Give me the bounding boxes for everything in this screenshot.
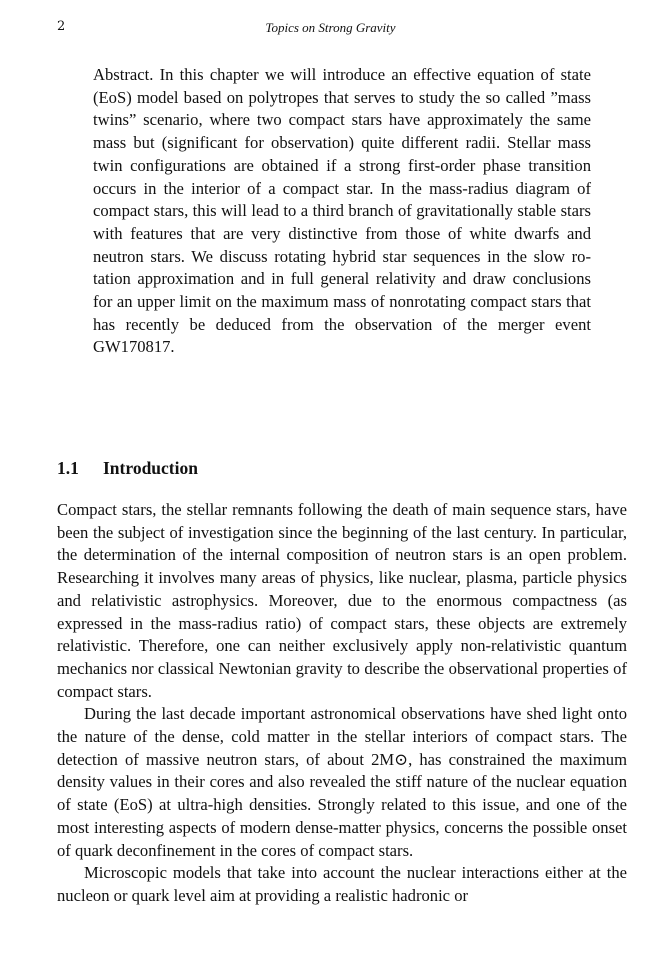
paragraph-1: Compact stars, the stellar remnants following the death of main sequence stars, have been the subject of investigation since the beginning of the last century. In particular, the determination of the internal composition of neutron stars is an open problem. Researching it involves many areas of physics, like nuclear, plasma, particle physics and relativistic astrophysics. Moreover, due to the enormous compactness (as expressed in the mass-radius ratio) of compact stars, these objects are extremely relativistic. Therefore, one can neither exclusively apply non-relativistic quantum mechanics nor classical Newtonian gravity to describe the observational properties of compact stars.: [57, 500, 627, 701]
abstract: Abstract. In this chapter we will introduce an effective equation of state (EoS) model based on polytropes that serves to study the so called ”mass twins” scenario, where two compact stars have approximately the same mass but (significant for observation) quite different radii. Stellar mass twin configurations are obtained if a strong first-order phase transition occurs in the interior of a compact star. In the mass-radius diagram of compact stars, this will lead to a third branch of gravitationally stable stars with features that are very distinctive from those of white dwarfs and neutron stars. We discuss rotating hybrid star sequences in the slow rotation approximation and in full general relativity and draw conclusions for an upper limit on the maximum mass of nonrotating compact stars that has recently be deduced from the observation of the merger event GW170817.: [93, 65, 591, 357]
paragraph-3: Microscopic models that take into account the nuclear interactions either at the nucleon or quark level aim at providing a realistic hadronic or: [57, 863, 627, 905]
section-heading: [57, 458, 198, 479]
body-text: [57, 499, 627, 908]
section-number: 1.1: [57, 458, 79, 478]
running-title: Topics on Strong Gravity: [265, 20, 396, 35]
page-number: 2: [57, 19, 66, 34]
section-title: Introduction: [103, 458, 198, 478]
paragraph-2: During the last decade important astronomical observations have shed light onto the nature of the dense, cold matter in the stellar interiors of compact stars. The detection of massive neutron stars, of about 2M⊙, has constrained the maximum density values in their cores and also revealed the stiff nature of the nuclear equation of state (EoS) at ultra-high densities. Strongly related to this issue, and one of the most interesting aspects of modern dense-matter physics, concerns the possible onset of quark deconfinement in the cores of compact stars.: [57, 704, 627, 860]
